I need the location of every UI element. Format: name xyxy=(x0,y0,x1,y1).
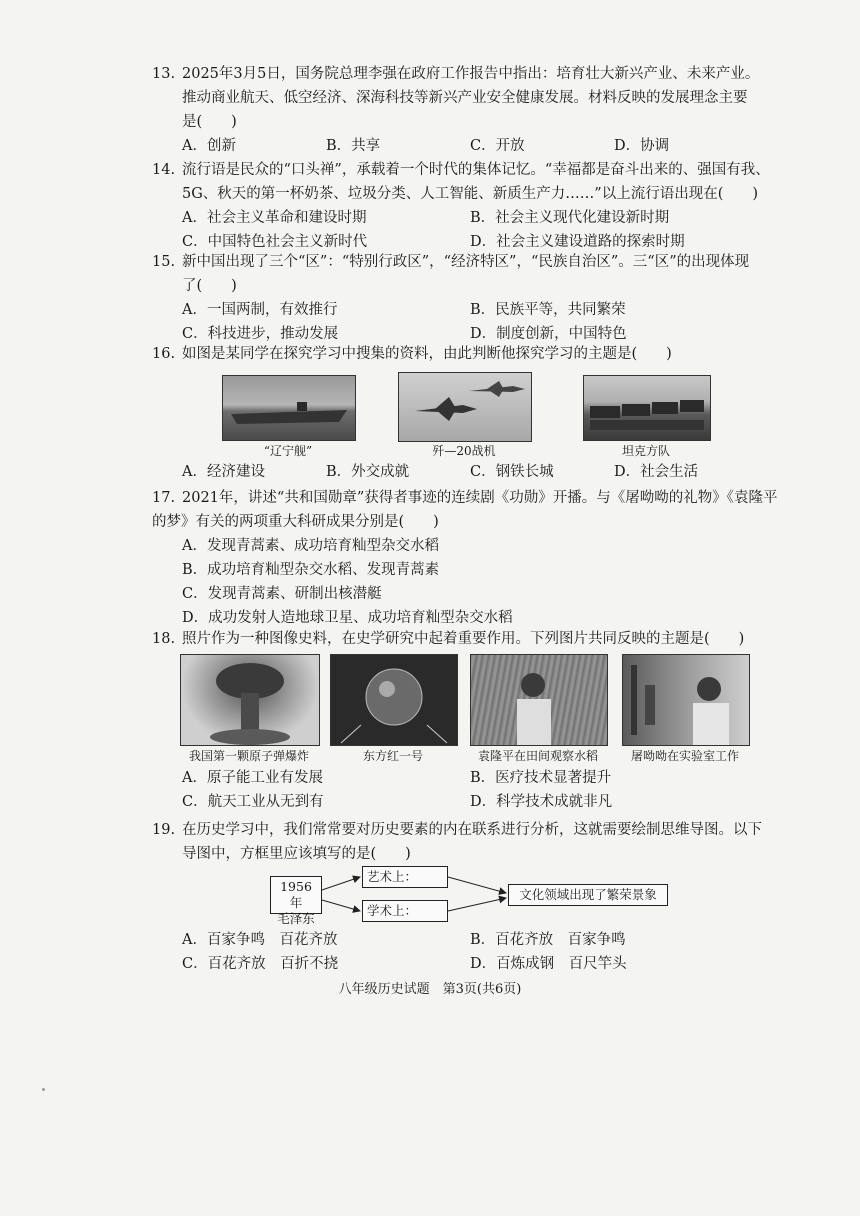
scan-speck xyxy=(42,1088,45,1091)
option-b[interactable]: B．外交成就 xyxy=(326,464,410,480)
option-d[interactable]: D．协调 xyxy=(614,138,670,154)
photo-caption: “辽宁舰” xyxy=(263,444,313,458)
option-a[interactable]: A．社会主义革命和建设时期 xyxy=(182,210,367,226)
option-a[interactable]: A．发现青蒿素、成功培育籼型杂交水稻 xyxy=(182,538,439,554)
option-d[interactable]: D．社会生活 xyxy=(614,464,699,480)
option-b[interactable]: B．民族平等，共同繁荣 xyxy=(470,302,626,318)
option-d[interactable]: D．百炼成钢 百尺竿头 xyxy=(470,956,627,972)
option-a[interactable]: A．原子能工业有发展 xyxy=(182,770,323,786)
photo-caption: 我国第一颗原子弹爆炸 xyxy=(188,749,309,763)
option-a[interactable]: A．百家争鸣 百花齐放 xyxy=(182,932,338,948)
option-c[interactable]: C．科技进步，推动发展 xyxy=(182,326,339,342)
option-c[interactable]: C．钢铁长城 xyxy=(470,464,554,480)
question-text-line: 5G、秋天的第一杯奶茶、垃圾分类、人工智能、新质生产力……”以上流行语出现在( ) xyxy=(182,186,759,202)
photo-caption: 袁隆平在田间观察水稻 xyxy=(477,749,598,763)
mindmap-art-box[interactable]: 艺术上： xyxy=(362,866,448,888)
option-a[interactable]: A．一国两制，有效推行 xyxy=(182,302,338,318)
mindmap-academic-box[interactable]: 学术上： xyxy=(362,900,448,922)
question-number: 13. xyxy=(152,66,176,82)
option-b[interactable]: B．百花齐放 百家争鸣 xyxy=(470,932,626,948)
question-text-line: 2021年，讲述“共和国勋章”获得者事迹的连续剧《功勋》开播。与《屠呦呦的礼物》《袁隆平 xyxy=(182,490,778,506)
photo-caption: 歼—20战机 xyxy=(432,444,496,458)
question-text-line: 的梦》有关的两项重大科研成果分别是( ) xyxy=(152,514,439,530)
option-d[interactable]: D．社会主义建设道路的探索时期 xyxy=(470,234,685,250)
question-text-line: 如图是某同学在探究学习中搜集的资料，由此判断他探究学习的主题是( ) xyxy=(182,346,672,362)
question-text-line: 在历史学习中，我们常常要对历史要素的内在联系进行分析，这就需要绘制思维导图。以下 xyxy=(182,822,762,838)
option-b[interactable]: B．共享 xyxy=(326,138,381,154)
question-text-line: 新中国出现了三个“区”：“特别行政区”，“经济特区”，“民族自治区”。三“区”的出现体现 xyxy=(182,254,750,270)
question-number: 18. xyxy=(152,631,176,647)
option-b[interactable]: B．成功培育籼型杂交水稻、发现青蒿素 xyxy=(182,562,440,578)
question-number: 14. xyxy=(152,162,176,178)
mindmap-start-line: 1956年 xyxy=(280,879,312,910)
question-text-line: 2025年3月5日，国务院总理李强在政府工作报告中指出：培育壮大新兴产业、未来产业。 xyxy=(182,66,760,82)
option-d[interactable]: D．成功发射人造地球卫星、成功培育籼型杂交水稻 xyxy=(182,610,513,626)
question-text-line: 照片作为一种图像史料，在史学研究中起着重要作用。下列图片共同反映的主题是( ) xyxy=(182,631,745,647)
mindmap-start-line: 毛泽东 xyxy=(277,911,315,926)
option-a[interactable]: A．创新 xyxy=(182,138,236,154)
option-d[interactable]: D．制度创新，中国特色 xyxy=(470,326,627,342)
question-text-line: 是( ) xyxy=(182,114,237,130)
option-c[interactable]: C．发现青蒿素、研制出核潜艇 xyxy=(182,586,382,602)
option-c[interactable]: C．开放 xyxy=(470,138,525,154)
question-text-line: 了( ) xyxy=(182,278,237,294)
question-number: 16. xyxy=(152,346,176,362)
photo-caption: 屠呦呦在实验室工作 xyxy=(630,749,739,763)
photo-caption: 东方红一号 xyxy=(362,749,423,763)
photo-caption: 坦克方队 xyxy=(621,444,670,458)
question-number: 17. xyxy=(152,490,176,506)
option-c[interactable]: C．航天工业从无到有 xyxy=(182,794,324,810)
question-text-line: 导图中，方框里应该填写的是( ) xyxy=(182,846,411,862)
option-c[interactable]: C．百花齐放 百折不挠 xyxy=(182,956,339,972)
options-row xyxy=(152,952,792,976)
question-text-line: 流行语是民众的“口头禅”，承载着一个时代的集体记忆。“幸福都是奋斗出来的、强国有我、 xyxy=(182,162,770,178)
mindmap-result-box: 文化领域出现了繁荣景象 xyxy=(508,884,668,906)
page-footer: 八年级历史试题 第3页(共6页) xyxy=(338,982,522,997)
options-row xyxy=(152,928,792,952)
option-b[interactable]: B．社会主义现代化建设新时期 xyxy=(470,210,670,226)
option-a[interactable]: A．经济建设 xyxy=(182,464,265,480)
option-b[interactable]: B．医疗技术显著提升 xyxy=(470,770,612,786)
option-d[interactable]: D．科学技术成就非凡 xyxy=(470,794,613,810)
question-19-options xyxy=(152,928,792,976)
question-text-line: 推动商业航天、低空经济、深海科技等新兴产业安全健康发展。材料反映的发展理念主要 xyxy=(182,90,748,106)
question-number: 19. xyxy=(152,822,176,838)
question-number: 15. xyxy=(152,254,176,270)
option-c[interactable]: C．中国特色社会主义新时代 xyxy=(182,234,368,250)
